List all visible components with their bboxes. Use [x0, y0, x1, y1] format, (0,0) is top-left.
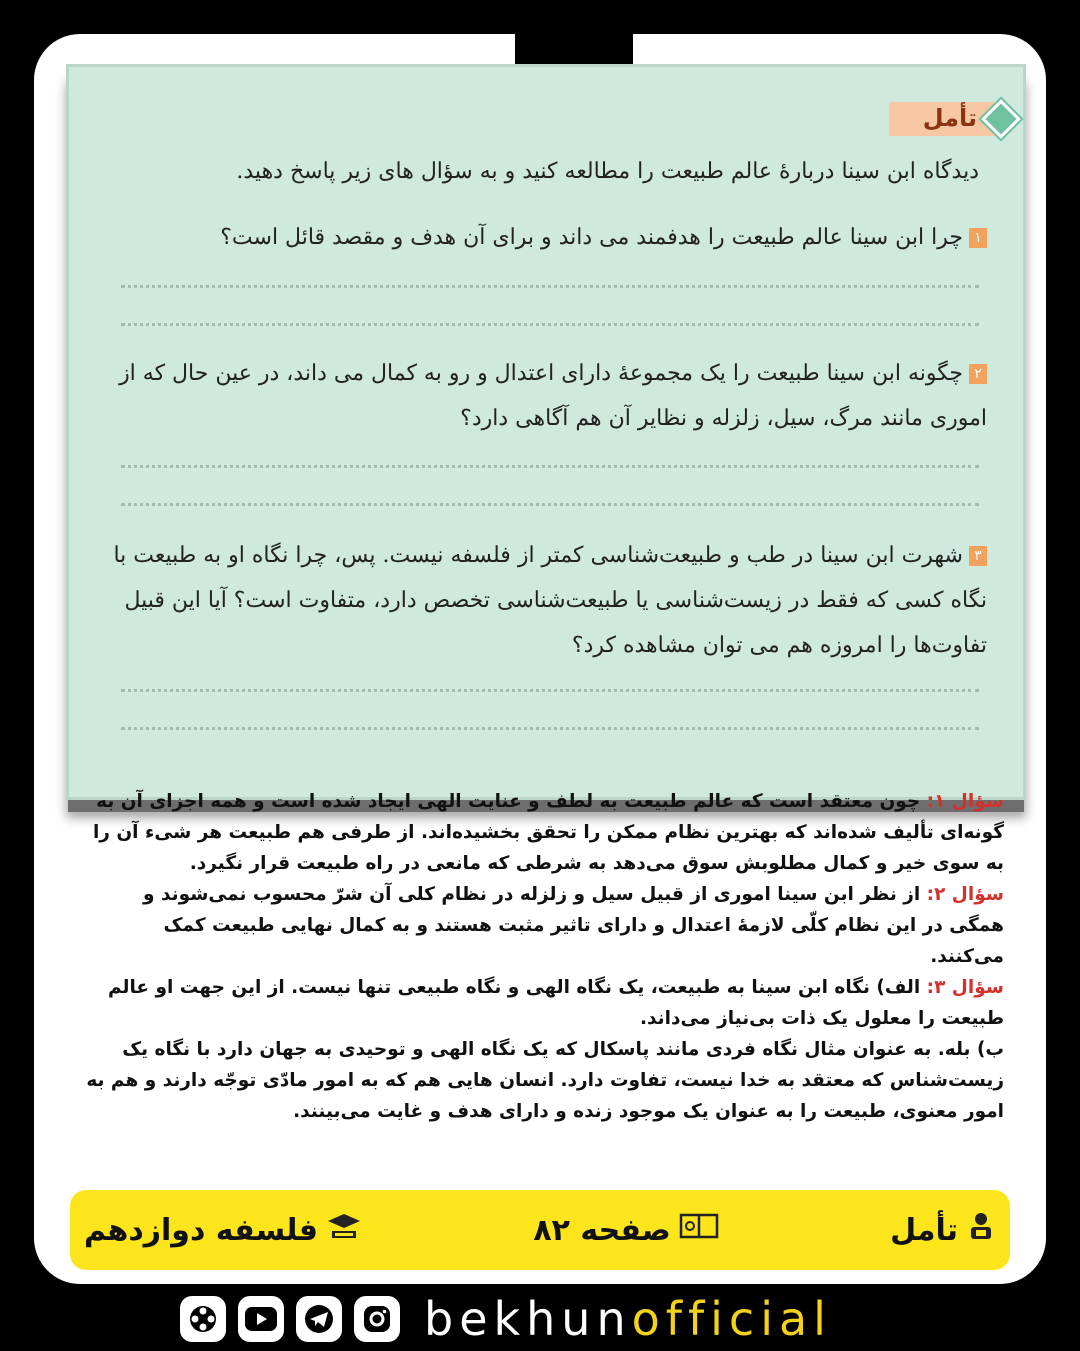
answer-label: سؤال ۱: [926, 791, 1004, 812]
telegram-icon[interactable] [296, 1296, 342, 1342]
question-text: چگونه ابن سینا طبیعت را یک مجموعۀ دارای اعتدال و رو به کمال می داند، در عین حال که از اموری مانند مرگ، سیل، زلزله و نظایر آن هم آگاهی دارد؟ [119, 361, 987, 431]
youtube-icon[interactable] [238, 1296, 284, 1342]
brand-handle [424, 1292, 832, 1346]
question-number: ۲ [969, 364, 987, 384]
answer-3b [84, 1034, 1004, 1127]
footer-bar [70, 1190, 1010, 1270]
textbook-excerpt [66, 64, 1026, 800]
teacher-icon [966, 1211, 996, 1249]
tab-label: تأمل [889, 102, 1001, 136]
social-bar [180, 1287, 832, 1351]
footer-topic-label: تأمل [890, 1212, 958, 1248]
footer-page [533, 1211, 718, 1249]
answer-text: چون معتقد است که عالم طبیعت به لطف و عنایت الهی ایجاد شده است و همه اجزای آن به گونه‌ای تألیف شده‌اند که بهترین نظام ممکن را تحقق بخشیده‌اند. از طرفی هم طبیعت هر شیء آن را به سوی خیر و کمال مطلوبش سوق می‌دهد به شرطی که مانعی در راه طبیعت قرار نگیرد. [92, 791, 1004, 874]
footer-page-label: صفحه ۸۲ [533, 1212, 671, 1248]
answer-line [121, 465, 979, 468]
brand-part-1: bekhun [424, 1292, 632, 1346]
question-2 [87, 351, 987, 441]
answer-text: از نظر ابن سینا اموری از قبیل سیل و زلزله در نظام کلی آن شرّ محسوب نمی‌شوند و همگی در این نظام کلّی لازمۀ اعتدال و دارای تاثیر مثبت هستند و به کمال نهایی طبیعت کمک می‌کنند. [143, 884, 1004, 967]
answer-label: سؤال ۳: [926, 977, 1004, 998]
content-card [34, 34, 1046, 1284]
answer-text: ب) بله. به عنوان مثال نگاه فردی مانند پاسکال که یک نگاه الهی و توحیدی به جهان دارد با نگاه یک زیست‌شناس که معتقد به خدا نیست، تفاوت دارد. انسان هایی هم که به امور مادّی توجّه دارند و هم به امور معنوی، طبیعت را به عنوان یک موجود زنده و دارای هدف و غایت می‌بینند. [86, 1039, 1004, 1122]
instagram-icon[interactable] [354, 1296, 400, 1342]
answer-2 [84, 879, 1004, 972]
intro-text: دیدگاه ابن سینا دربارۀ عالم طبیعت را مطالعه کنید و به سؤال های زیر پاسخ دهید. [236, 159, 979, 184]
book-open-icon [679, 1211, 719, 1249]
footer-book [84, 1211, 362, 1249]
footer-book-label: فلسفه دوازدهم [84, 1212, 318, 1248]
brand-part-2: official [631, 1292, 832, 1346]
footer-topic [890, 1211, 996, 1249]
section-tab [889, 99, 1021, 139]
question-number: ۱ [969, 228, 987, 248]
graduation-cap-icon [326, 1211, 362, 1249]
answer-key [84, 786, 1004, 1127]
aparat-icon[interactable] [180, 1296, 226, 1342]
question-3 [87, 533, 987, 668]
answer-line [121, 285, 979, 288]
question-1 [87, 215, 987, 260]
answer-3 [84, 972, 1004, 1034]
question-text: چرا ابن سینا عالم طبیعت را هدفمند می داند و برای آن هدف و مقصد قائل است؟ [220, 225, 963, 250]
question-number: ۳ [969, 546, 987, 566]
answer-line [121, 323, 979, 326]
answer-label: سؤال ۲: [926, 884, 1004, 905]
question-text: شهرت ابن سینا در طب و طبیعت‌شناسی کمتر از فلسفه نیست. پس، چرا نگاه او به طبیعت با نگاه کسی که فقط در زیست‌شناسی یا طبیعت‌شناسی تخصص دارد، متفاوت است؟ آیا این قبیل تفاوت‌ها را امروزه هم می توان مشاهده کرد؟ [113, 543, 987, 658]
answer-1 [84, 786, 1004, 879]
answer-line [121, 503, 979, 506]
answer-line [121, 689, 979, 692]
answer-text: الف) نگاه ابن سینا به طبیعت، یک نگاه الهی و نگاه طبیعی تنها نیست. از این جهت او عالم طبیعت را معلول یک ذات بی‌نیاز می‌داند. [108, 977, 1004, 1029]
answer-line [121, 727, 979, 730]
